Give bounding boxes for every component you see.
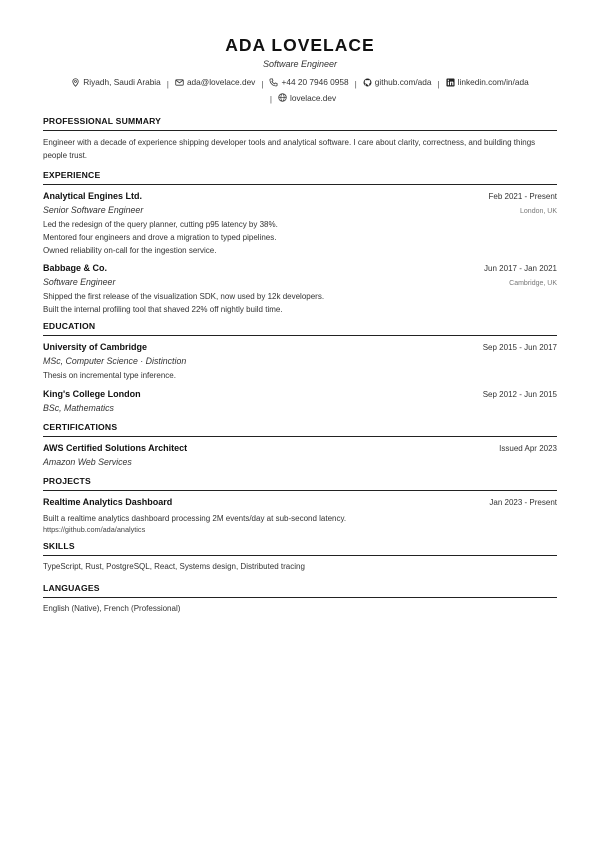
- education-entry: [43, 388, 557, 416]
- section-heading: PROJECTS: [43, 476, 557, 491]
- section-heading: LANGUAGES: [43, 583, 557, 598]
- section-heading: PROFESSIONAL SUMMARY: [43, 116, 557, 131]
- globe-icon: [278, 93, 287, 102]
- contact-website-link[interactable]: lovelace.dev: [290, 92, 337, 103]
- job-title: Software Engineer: [43, 277, 116, 287]
- linkedin-icon: [446, 78, 455, 87]
- entry-location: London, UK: [520, 208, 557, 215]
- experience-bullet: Built the internal profiling tool that shaved 22% off nightly build time.: [43, 305, 283, 314]
- candidate-title: Software Engineer: [262, 59, 338, 69]
- contact-separator: |: [269, 94, 273, 104]
- skills-section: [43, 541, 557, 573]
- contact-separator: |: [437, 78, 440, 89]
- skills-list: TypeScript, Rust, PostgreSQL, React, Systems design, Distributed tracing: [43, 562, 305, 571]
- contact-separator: |: [261, 78, 264, 89]
- contact-email-link[interactable]: ada@lovelace.dev: [186, 77, 256, 87]
- degree: BSc, Mathematics: [43, 403, 114, 413]
- languages-list: English (Native), French (Professional): [43, 604, 181, 613]
- school-name: King's College London: [43, 389, 141, 399]
- experience-bullet: Shipped the first release of the visualization SDK, now used by 12k developers.: [43, 292, 325, 301]
- contact-location: [71, 75, 161, 89]
- project-description: Built a realtime analytics dashboard processing 2M events/day at sub-second latency.: [43, 514, 347, 523]
- entry-dates: Sep 2015 - Jun 2017: [482, 343, 557, 352]
- education-section: [43, 321, 557, 416]
- projects-section: [43, 476, 557, 535]
- entry-dates: Jun 2017 - Jan 2021: [484, 264, 557, 273]
- experience-bullet: Led the redesign of the query planner, cutting p95 latency by 38%.: [43, 220, 278, 229]
- experience-bullet: Owned reliability on-call for the ingestion service.: [43, 246, 217, 255]
- contact-website[interactable]: [278, 91, 336, 105]
- section-heading: EDUCATION: [43, 321, 557, 336]
- contact-phone-link[interactable]: +44 20 7946 0958: [281, 77, 349, 87]
- summary-text: Engineer with a decade of experience shipping developer tools and analytical software. I care about clarity, correctness, and building things people trust.: [43, 138, 536, 160]
- contact-location-text: Riyadh, Saudi Arabia: [83, 77, 161, 87]
- entry-dates: Jan 2023 - Present: [489, 498, 557, 507]
- map-pin-icon: [71, 78, 80, 87]
- section-heading: SKILLS: [43, 541, 557, 556]
- contact-phone[interactable]: [269, 75, 348, 89]
- contact-linkedin-link[interactable]: linkedin.com/in/ada: [457, 77, 529, 87]
- contact-separator: |: [354, 78, 357, 89]
- candidate-name: ADA LOVELACE: [225, 35, 375, 55]
- certification-date: Issued Apr 2023: [499, 444, 557, 453]
- phone-icon: [269, 78, 278, 87]
- languages-section: [43, 583, 557, 615]
- education-note: Thesis on incremental type inference.: [43, 371, 176, 380]
- project-name: Realtime Analytics Dashboard: [43, 497, 173, 507]
- certification-issuer: Amazon Web Services: [43, 457, 132, 467]
- entry-dates: Sep 2012 - Jun 2015: [482, 390, 557, 399]
- summary-section: [43, 116, 557, 162]
- certification-name: AWS Certified Solutions Architect: [43, 443, 188, 453]
- contact-github[interactable]: [363, 75, 432, 89]
- school-name: University of Cambridge: [43, 342, 148, 352]
- certification-entry: [43, 442, 557, 470]
- project-link[interactable]: https://github.com/ada/analytics: [43, 525, 146, 534]
- entry-dates: Feb 2021 - Present: [488, 192, 557, 201]
- education-entry: [43, 341, 557, 382]
- degree: MSc, Computer Science · Distinction: [43, 356, 187, 366]
- contact-linkedin[interactable]: [446, 75, 529, 89]
- resume-header: [43, 34, 557, 106]
- section-heading: EXPERIENCE: [43, 170, 557, 185]
- experience-entry: [43, 190, 557, 257]
- company-name: Babbage & Co.: [43, 263, 108, 273]
- github-icon: [363, 78, 372, 87]
- job-title: Senior Software Engineer: [43, 205, 144, 215]
- experience-section: [43, 170, 557, 316]
- certifications-section: [43, 422, 557, 470]
- mail-icon: [175, 78, 184, 87]
- project-entry: [43, 496, 557, 535]
- section-heading: CERTIFICATIONS: [43, 422, 557, 437]
- company-name: Analytical Engines Ltd.: [43, 191, 143, 201]
- contact-line: [43, 75, 557, 106]
- experience-bullet: Mentored four engineers and drove a migration to typed pipelines.: [43, 233, 277, 242]
- experience-entry: [43, 262, 557, 316]
- contact-github-link[interactable]: github.com/ada: [374, 77, 432, 87]
- contact-email[interactable]: [175, 75, 255, 89]
- contact-separator: |: [166, 78, 169, 89]
- entry-location: Cambridge, UK: [509, 280, 557, 287]
